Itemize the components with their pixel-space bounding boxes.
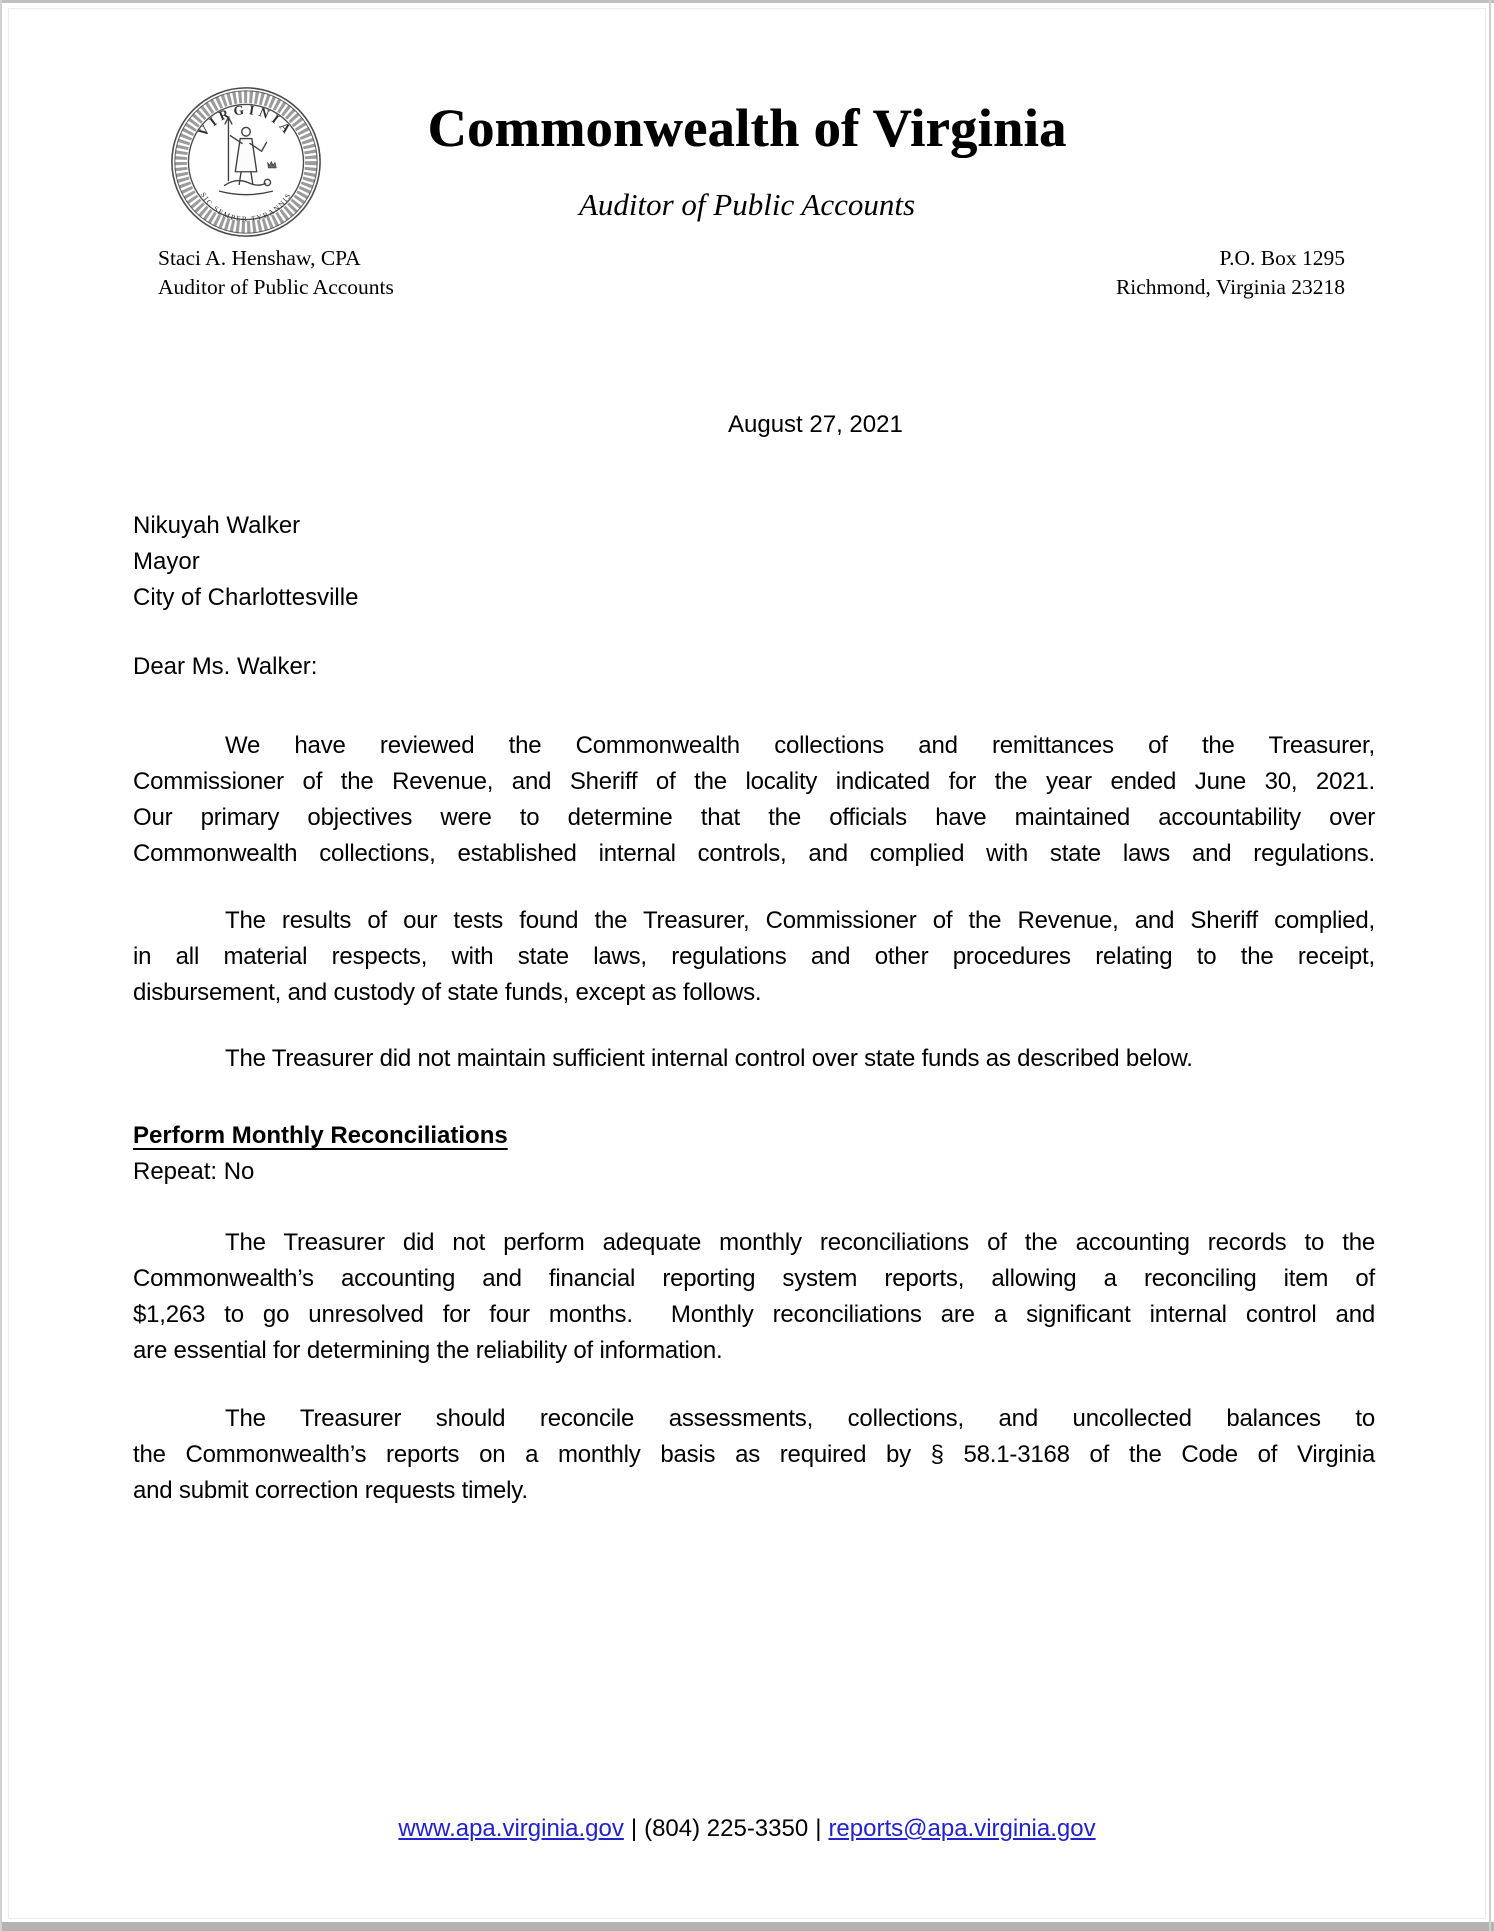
body-paragraph <box>133 1225 1375 1369</box>
office-address-block <box>1116 244 1345 302</box>
recipient-name: Nikuyah Walker <box>133 512 301 539</box>
repeat-line: Repeat: No <box>133 1158 255 1185</box>
body-paragraph <box>133 1401 1375 1509</box>
paragraph-line: Our primary objectives were to determine that the officials have maintained accountability over <box>133 804 1375 831</box>
paragraph-line: the Commonwealth’s reports on a monthly basis as required by § 58.1-3168 of the Code of Virginia <box>133 1441 1375 1468</box>
email-link[interactable]: reports@apa.virginia.gov <box>828 1815 1096 1842</box>
paragraph-line: $1,263 to go unresolved for four months. Monthly reconciliations are a significant internal control and <box>133 1301 1375 1328</box>
paragraph-line: The Treasurer should reconcile assessments, collections, and uncollected balances to <box>225 1405 1375 1432</box>
finding-heading-text: Perform Monthly Reconciliations <box>133 1122 508 1149</box>
salutation: Dear Ms. Walker: <box>133 653 318 680</box>
paragraph-line: Commonwealth’s accounting and financial reporting system reports, allowing a reconciling item of <box>133 1265 1375 1292</box>
recipient-locality: City of Charlottesville <box>133 584 359 611</box>
page-footer <box>0 1811 1494 1847</box>
paragraph-line: Commissioner of the Revenue, and Sheriff of the locality indicated for the year ended June 30, 2021. <box>133 768 1375 795</box>
page-edge-top <box>0 0 1494 3</box>
paragraph-line: in all material respects, with state laws, regulations and other procedures relating to the receipt, <box>133 943 1375 970</box>
official-name: Staci A. Henshaw, CPA <box>158 246 361 270</box>
seal-top-text: VIRGINIA <box>195 101 297 140</box>
phone-number: (804) 225-3350 <box>644 1815 809 1842</box>
footer-separator: | <box>815 1815 822 1842</box>
finding-heading <box>133 1118 1375 1154</box>
official-title: Auditor of Public Accounts <box>158 275 394 299</box>
page-edge-bottom <box>0 1922 1494 1931</box>
paragraph-line: The results of our tests found the Treasurer, Commissioner of the Revenue, and Sheriff complied, <box>225 907 1375 934</box>
seal-bottom-text: SIC SEMPER TYRANNIS <box>198 190 294 224</box>
po-box-line: P.O. Box 1295 <box>1219 246 1345 270</box>
footer-separator: | <box>630 1815 638 1842</box>
body-paragraph <box>133 728 1375 872</box>
paragraph-line: and submit correction requests timely. <box>133 1477 528 1504</box>
paragraph-line: Commonwealth collections, established internal controls, and complied with state laws and regulations. <box>133 840 1375 867</box>
page-edge-left <box>0 0 2 1931</box>
city-state-zip-line: Richmond, Virginia 23218 <box>1115 275 1345 299</box>
paragraph-line: We have reviewed the Commonwealth collections and remittances of the Treasurer, <box>225 732 1375 759</box>
paragraph-line: The Treasurer did not maintain sufficient internal control over state funds as described below. <box>225 1045 1193 1072</box>
letterhead-title: Commonwealth of Virginia <box>427 98 1067 158</box>
paragraph-line: disbursement, and custody of state funds, except as follows. <box>133 979 762 1006</box>
letterhead-subtitle: Auditor of Public Accounts <box>578 187 916 222</box>
paragraph-line: The Treasurer did not perform adequate monthly reconciliations of the accounting records to the <box>225 1229 1375 1256</box>
recipient-block <box>133 508 1375 616</box>
website-link[interactable]: www.apa.virginia.gov <box>398 1815 624 1842</box>
page-edge-right <box>1489 0 1491 1931</box>
body-paragraph <box>133 1041 1375 1077</box>
recipient-title: Mayor <box>133 548 200 575</box>
body-paragraph <box>133 903 1375 1011</box>
date-line: August 27, 2021 <box>728 411 903 438</box>
paragraph-line: are essential for determining the reliability of information. <box>133 1337 723 1364</box>
official-block <box>158 244 394 302</box>
